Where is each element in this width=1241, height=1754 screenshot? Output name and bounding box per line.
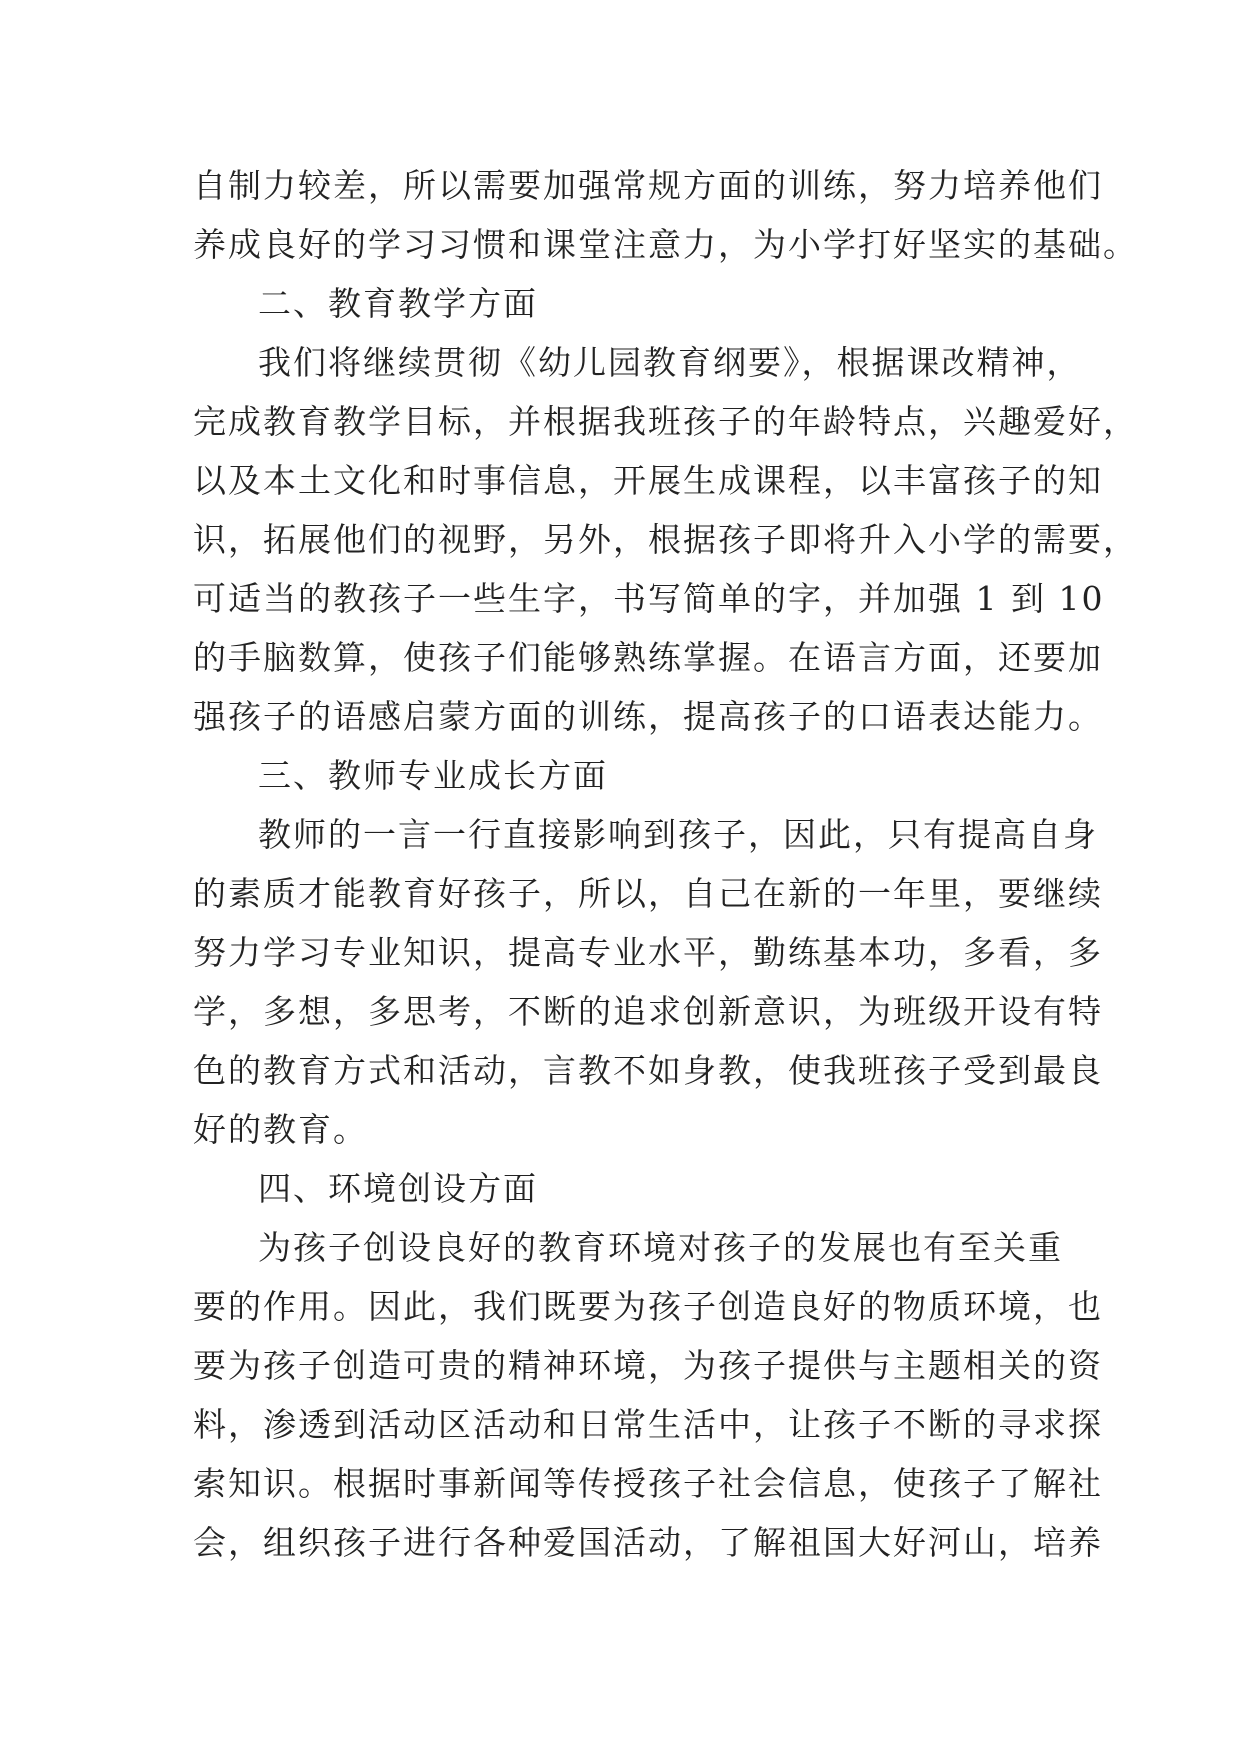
- body-text-line: 努力学习专业知识，提高专业水平，勤练基本功，多看，多: [193, 933, 1103, 972]
- body-text-line: 的素质才能教育好孩子，所以，自己在新的一年里，要继续: [193, 874, 1103, 913]
- body-text-line: 好的教育。: [193, 1110, 368, 1149]
- body-text-line: 要为孩子创造可贵的精神环境，为孩子提供与主题相关的资: [193, 1346, 1103, 1385]
- section-heading: 四、环境创设方面: [258, 1169, 538, 1208]
- body-text-line: 索知识。根据时事新闻等传授孩子社会信息，使孩子了解社: [193, 1464, 1103, 1503]
- body-text-line: 以及本土文化和时事信息，开展生成课程，以丰富孩子的知: [193, 461, 1103, 500]
- body-text-line: 可适当的教孩子一些生字，书写简单的字，并加强 1 到 10: [193, 579, 1105, 618]
- body-text-line: 养成良好的学习习惯和课堂注意力，为小学打好坚实的基础。: [193, 225, 1138, 264]
- body-text-line: 强孩子的语感启蒙方面的训练，提高孩子的口语表达能力。: [193, 697, 1103, 736]
- body-text-line: 要的作用。因此，我们既要为孩子创造良好的物质环境，也: [193, 1287, 1103, 1326]
- section-heading: 三、教师专业成长方面: [258, 756, 608, 795]
- body-text-line: 料，渗透到活动区活动和日常生活中，让孩子不断的寻求探: [193, 1405, 1103, 1444]
- paragraph-first-line: 为孩子创设良好的教育环境对孩子的发展也有至关重: [258, 1228, 1063, 1267]
- body-text-line: 的手脑数算，使孩子们能够熟练掌握。在语言方面，还要加: [193, 638, 1103, 677]
- body-text-line: 自制力较差，所以需要加强常规方面的训练，努力培养他们: [193, 166, 1103, 205]
- body-text-line: 学，多想，多思考，不断的追求创新意识，为班级开设有特: [193, 992, 1103, 1031]
- body-text-line: 会，组织孩子进行各种爱国活动，了解祖国大好河山，培养: [193, 1523, 1103, 1562]
- paragraph-first-line: 教师的一言一行直接影响到孩子，因此，只有提高自身: [258, 815, 1098, 854]
- body-text-line: 识，拓展他们的视野，另外，根据孩子即将升入小学的需要，: [193, 520, 1138, 559]
- paragraph-first-line: 我们将继续贯彻《幼儿园教育纲要》，根据课改精神，: [258, 343, 1082, 382]
- body-text-line: 完成教育教学目标，并根据我班孩子的年龄特点，兴趣爱好，: [193, 402, 1138, 441]
- section-heading: 二、教育教学方面: [258, 284, 538, 323]
- body-text-line: 色的教育方式和活动，言教不如身教，使我班孩子受到最良: [193, 1051, 1103, 1090]
